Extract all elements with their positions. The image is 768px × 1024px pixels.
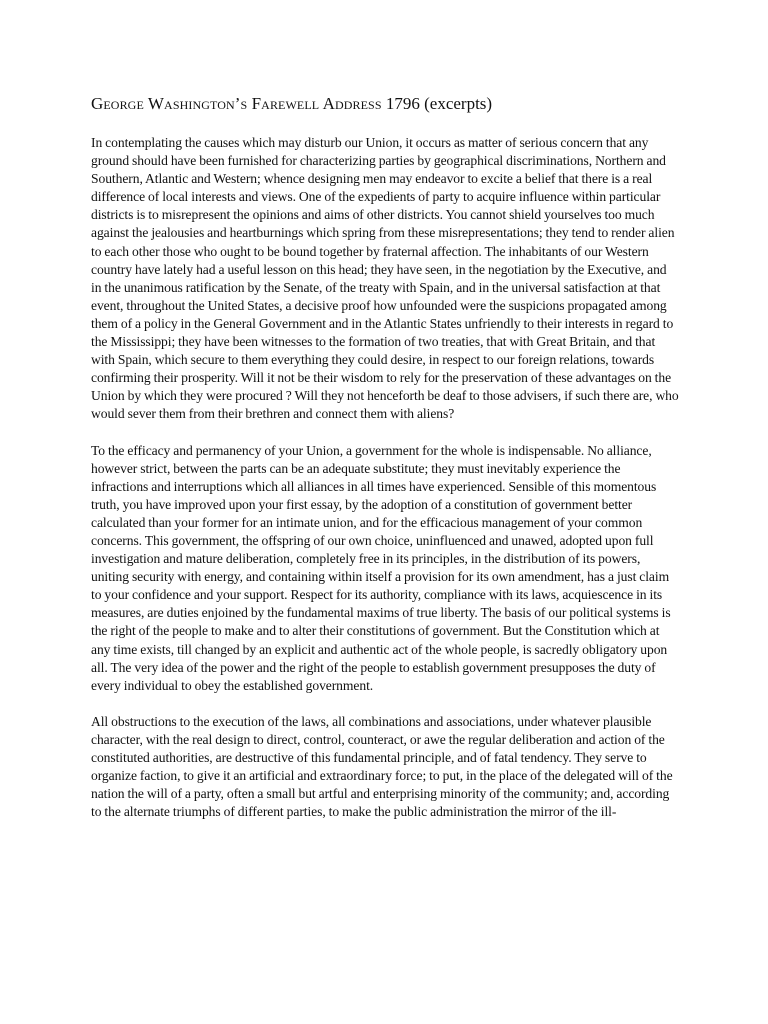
document-title bbox=[91, 92, 679, 116]
title-sub: 1796 (excerpts) bbox=[381, 94, 493, 113]
title-main: George Washington’s Farewell Address bbox=[91, 94, 382, 113]
paragraph-3: All obstructions to the execution of the laws, all combinations and associations, under whatever plausible character, with the real design to direct, control, counteract, or awe the regular deliberation and action of the constituted authorities, are destructive of this fundamental principle, and of fatal tendency. They serve to organize faction, to give it an artificial and extraordinary force; to put, in the place of the delegated will of the nation the will of a party, often a small but artful and enterprising minority of the community; and, according to the alternate triumphs of different parties, to make the public administration the mirror of the ill- bbox=[91, 713, 673, 820]
paragraph-2: To the efficacy and permanency of your Union, a government for the whole is indispensable. No alliance, however strict, between the parts can be an adequate substitute; they must inevitably experience the infractions and interruptions which all alliances in all times have experienced. Sensible of this momentous truth, you have improved upon your first essay, by the adoption of a constitution of government better calculated than your former for an intimate union, and for the efficacious management of your common concerns. This government, the offspring of our own choice, uninfluenced and unawed, adopted upon full investigation and mature deliberation, completely free in its principles, in the distribution of its powers, uniting security with energy, and containing within itself a provision for its own amendment, has a just claim to your confidence and your support. Respect for its authority, compliance with its laws, acquiescence in its measures, are duties enjoined by the fundamental maxims of true liberty. The basis of our political systems is the right of the people to make and to alter their constitutions of government. But the Constitution which at any time exists, till changed by an explicit and authentic act of the whole people, is sacredly obligatory upon all. The very idea of the power and the right of the people to establish government presupposes the duty of every individual to obey the established government. bbox=[91, 442, 671, 693]
document-body bbox=[91, 92, 679, 821]
paragraph-1: In contemplating the causes which may disturb our Union, it occurs as matter of serious concern that any ground should have been furnished for characterizing parties by geographical discriminations, Northern and Southern, Atlantic and Western; whence designing men may endeavor to excite a belief that there is a real difference of local interests and views. One of the expedients of party to acquire influence within particular districts is to misrepresent the opinions and aims of other districts. You cannot shield yourselves too much against the jealousies and heartburnings which spring from these misrepresentations; they tend to render alien to each other those who ought to be bound together by fraternal affection. The inhabitants of our Western country have lately had a useful lesson on this head; they have seen, in the negotiation by the Executive, and in the unanimous ratification by the Senate, of the treaty with Spain, and in the universal satisfaction at that event, throughout the United States, a decisive proof how unfounded were the suspicions propagated among them of a policy in the General Government and in the Atlantic States unfriendly to their interests in regard to the Mississippi; they have been witnesses to the formation of two treaties, that with Great Britain, and that with Spain, which secure to them everything they could desire, in respect to our foreign relations, towards confirming their prosperity. Will it not be their wisdom to rely for the preservation of these advantages on the Union by which they were procured ? Will they not henceforth be deaf to those advisers, if such there are, who would sever them from their brethren and connect them with aliens? bbox=[91, 135, 679, 422]
